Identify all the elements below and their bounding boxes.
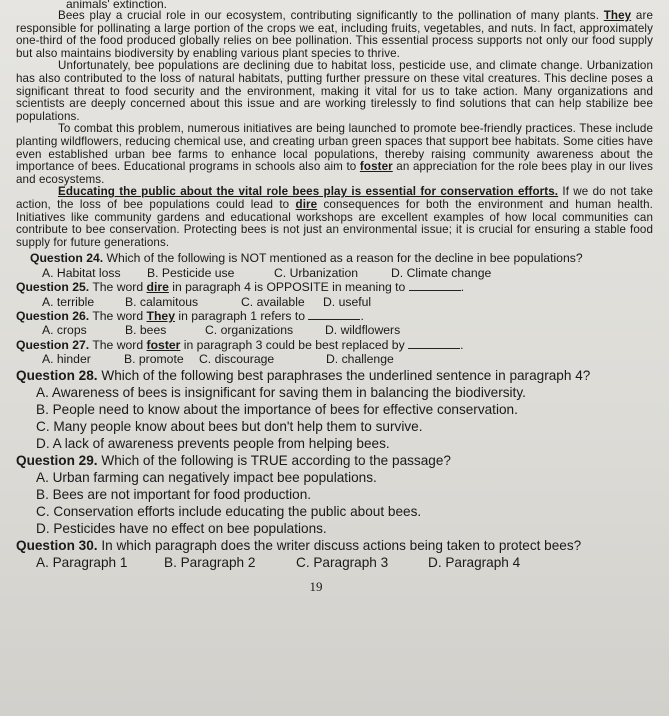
- option-c[interactable]: C. Paragraph 3: [296, 555, 389, 571]
- question-25-options: [16, 295, 653, 309]
- option-b[interactable]: B. Bees are not important for food production.: [36, 486, 312, 502]
- option-d[interactable]: D. Climate change: [391, 265, 492, 280]
- option-b[interactable]: B. Pesticide use: [147, 265, 235, 280]
- question-30: Question 30. In which paragraph does the writer discuss actions being taken to protect bees?: [16, 537, 582, 553]
- answer-blank[interactable]: [308, 309, 360, 320]
- questions-section: [16, 251, 653, 366]
- underlined-word-foster: foster: [359, 160, 393, 174]
- question-30-options: [16, 554, 653, 571]
- question-26: Question 26. The word They in paragraph 1 refers to .: [16, 308, 364, 323]
- option-d[interactable]: D. wildflowers: [325, 323, 401, 338]
- option-b[interactable]: B. Paragraph 2: [164, 555, 256, 571]
- option-b[interactable]: B. promote: [124, 352, 184, 367]
- underlined-sentence: Educating the public about the vital role bees play is essential for conservation efforts.: [58, 185, 559, 199]
- question-27-options: [16, 352, 653, 366]
- paragraph-4: Educating the public about the vital role bees play is essential for conservation efforts. If we do not take action, the loss of bee populations could lead to dire consequences for both the environment and human health. Initiatives like community gardens and educational workshops are excellent examples of how local communities can contribute to bee conservation. Protecting bees is not just an environmental issue; it is crucial for ensuring a stable food supply for future generations.: [16, 185, 653, 249]
- option-d[interactable]: D. Pesticides have no effect on bee populations.: [36, 520, 327, 536]
- paragraph-1: Bees play a crucial role in our ecosystem, contributing significantly to the pollination of many plants. They are responsible for pollinating a large portion of the crops we eat, including fruits, vegetables, and nuts. In fact, approximately one-third of the food produced globally relies on bee pollination. This essential process supports not only our food supply but also maintains biodiversity by enabling various plant species to thrive.: [16, 9, 653, 60]
- option-c[interactable]: C. Many people know about bees but don't help them to survive.: [36, 418, 423, 434]
- option-b[interactable]: B. People need to know about the importance of bees for effective conservation.: [36, 401, 518, 417]
- option-c[interactable]: C. available: [241, 294, 305, 309]
- question-29: Question 29. Which of the following is TRUE according to the passage?: [16, 452, 451, 468]
- option-c[interactable]: C. Conservation efforts include educating the public about bees.: [36, 503, 422, 519]
- option-a[interactable]: A. hinder: [42, 352, 91, 367]
- option-c[interactable]: C. Urbanization: [274, 265, 358, 280]
- paragraph-2: Unfortunately, bee populations are declining due to habitat loss, pesticide use, and climate change. Urbanization has also contributed to the loss of natural habitats, putting further pressure on these vital creatures. This decline poses a significant threat to food security and the environment, making it vital for us to take action. Many organizations and scientists are deeply concerned about this issue and are working tirelessly to find solutions that can help stabilize bee populations.: [16, 59, 653, 123]
- option-b[interactable]: B. calamitous: [125, 294, 199, 309]
- underlined-word-they: They: [603, 9, 632, 22]
- option-d[interactable]: D. useful: [323, 294, 372, 309]
- answer-blank[interactable]: [409, 280, 461, 291]
- question-28: Question 28. Which of the following best paraphrases the underlined sentence in paragraph 4?: [16, 367, 591, 383]
- option-d[interactable]: D. challenge: [326, 352, 394, 367]
- option-c[interactable]: C. organizations: [205, 323, 294, 338]
- option-a[interactable]: A. terrible: [42, 294, 95, 309]
- option-d[interactable]: D. A lack of awareness prevents people from helping bees.: [36, 435, 390, 451]
- questions-section-large: [16, 367, 653, 572]
- option-a[interactable]: A. Awareness of bees is insignificant for saving them in balancing the biodiversity.: [36, 384, 526, 400]
- answer-blank[interactable]: [408, 338, 460, 349]
- option-a[interactable]: A. Urban farming can negatively impact bee populations.: [36, 469, 377, 485]
- question-26-options: [16, 323, 653, 337]
- option-c[interactable]: C. discourage: [199, 352, 275, 367]
- question-24-options: [16, 266, 653, 280]
- previous-paragraph-ending: animals' extinction.: [66, 0, 168, 11]
- question-24: Question 24. Which of the following is NOT mentioned as a reason for the decline in bee populations?: [30, 251, 583, 266]
- option-a[interactable]: A. Paragraph 1: [36, 555, 128, 571]
- underlined-word-dire: dire: [295, 197, 318, 211]
- option-d[interactable]: D. Paragraph 4: [428, 555, 521, 571]
- question-27: Question 27. The word foster in paragraph 3 could be best replaced by .: [16, 337, 464, 352]
- paragraph-3: To combat this problem, numerous initiatives are being launched to promote bee-friendly practices. These include planting wildflowers, reducing chemical use, and creating urban green spaces that support bee habitats. Some cities have even established urban bee farms to enhance local populations, thereby raising community awareness about the importance of bees. Educational programs in schools also aim to foster an appreciation for the role bees play in our lives and ecosystems.: [16, 122, 653, 186]
- page-number: 19: [309, 579, 323, 595]
- option-b[interactable]: B. bees: [125, 323, 167, 338]
- option-a[interactable]: A. crops: [42, 323, 87, 338]
- option-a[interactable]: A. Habitat loss: [42, 265, 121, 280]
- question-25: Question 25. The word dire in paragraph 4 is OPPOSITE in meaning to .: [16, 280, 465, 295]
